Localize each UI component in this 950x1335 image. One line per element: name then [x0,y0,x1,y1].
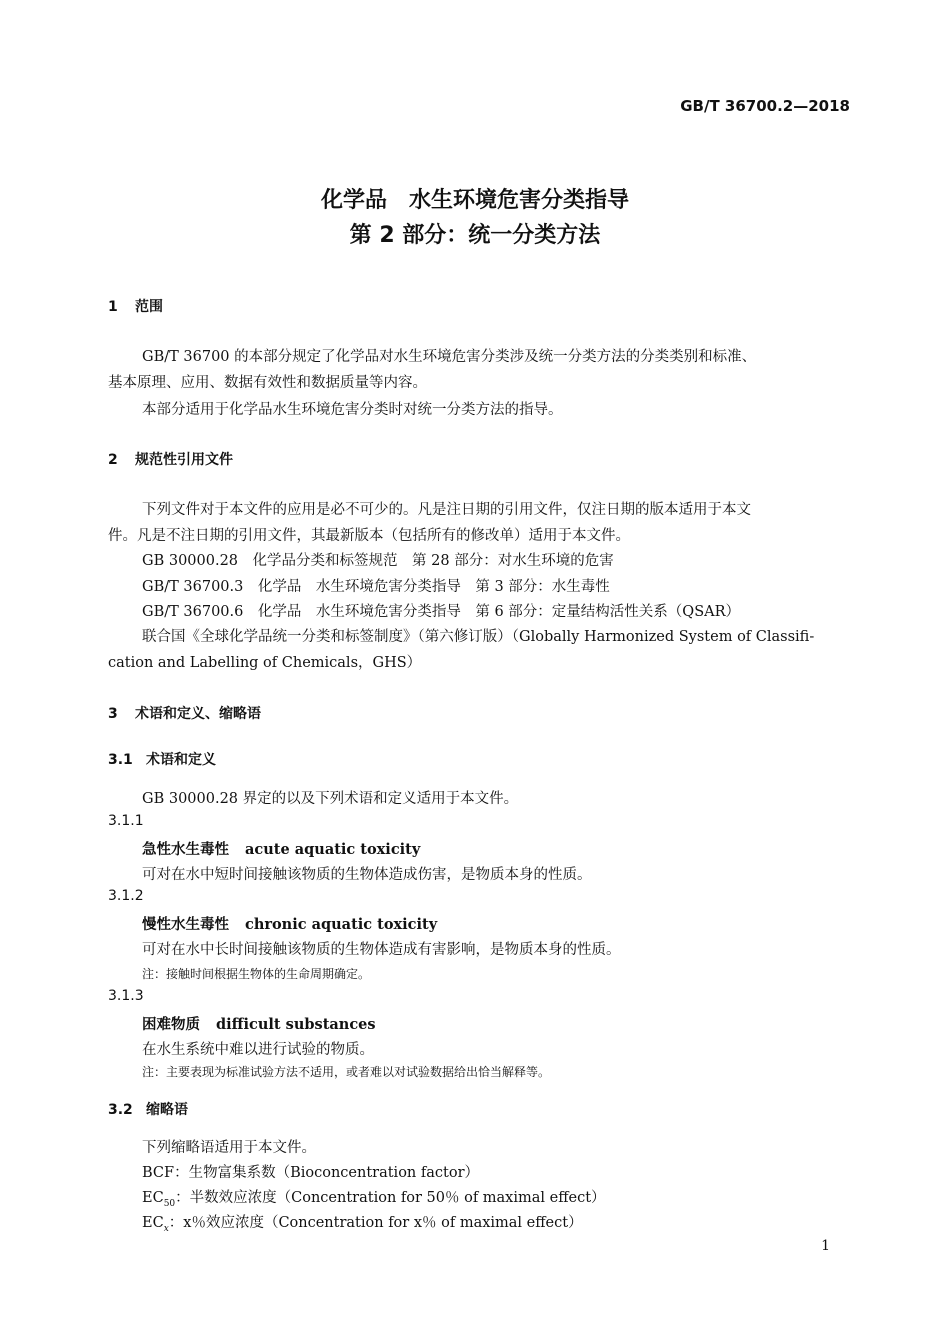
abbreviation-ecx [142,1211,583,1234]
abbr-prefix: EC [142,1215,164,1231]
abbr-subscript: x [163,1223,169,1234]
sec1-paragraph: 本部分适用于化学品水生环境危害分类时对统一分类方法的指导。 [142,402,563,418]
page-title-line2: 第 2 部分：统一分类方法 [349,223,601,248]
subsection-number: 3.1 [108,752,133,768]
normative-reference: GB 30000.28 化学品分类和标签规范 第 28 部分：对水生环境的危害 [142,553,614,569]
term-note: 注：接触时间根据生物体的生命周期确定。 [142,967,371,981]
term-number: 3.1.3 [108,988,144,1004]
normative-reference: GB/T 36700.3 化学品 水生环境危害分类指导 第 3 部分：水生毒性 [142,579,610,595]
section-number: 1 [108,299,118,315]
section-title: 术语和定义、缩略语 [135,706,261,722]
page-number: 1 [821,1238,830,1254]
abbr-definition: ：半数效应浓度（Concentration for 50％ of maximal effect） [175,1190,606,1206]
page-title-line1: 化学品 水生环境危害分类指导 [320,188,629,213]
sec2-paragraph-line: 件。凡是不注日期的引用文件，其最新版本（包括所有的修改单）适用于本文件。 [108,528,630,544]
term-entry [142,1013,376,1034]
sec1-paragraph-line: 基本原理、应用、数据有效性和数据质量等内容。 [108,375,427,391]
normative-reference: GB/T 36700.6 化学品 水生环境危害分类指导 第 6 部分：定量结构活性关系（QSAR） [142,604,741,620]
subsection-3-1-heading [108,749,216,769]
section-number: 2 [108,452,118,468]
term-en: chronic aquatic toxicity [245,916,438,933]
abbreviations-intro: 下列缩略语适用于本文件。 [142,1140,316,1156]
normative-reference-cont: cation and Labelling of Chemicals，GHS） [108,655,422,671]
term-zh: 慢性水生毒性 [142,917,229,933]
subsection-title: 术语和定义 [146,752,216,768]
subsection-3-2-heading [108,1099,188,1119]
term-number: 3.1.1 [108,813,144,829]
term-definition: 可对在水中长时间接触该物质的生物体造成有害影响，是物质本身的性质。 [142,942,621,958]
section-2-heading [108,449,233,469]
abbr-subscript: 50 [163,1198,176,1209]
standard-code: GB/T 36700.2—2018 [680,97,850,115]
term-zh: 急性水生毒性 [142,842,229,858]
section-1-heading [108,296,163,316]
term-definition: 在水生系统中难以进行试验的物质。 [142,1042,374,1058]
section-number: 3 [108,706,118,722]
terms-intro: GB 30000.28 界定的以及下列术语和定义适用于本文件。 [142,791,519,807]
abbreviation-ec50 [142,1186,606,1209]
term-definition: 可对在水中短时间接触该物质的生物体造成伤害，是物质本身的性质。 [142,867,592,883]
term-en: difficult substances [216,1016,376,1033]
term-zh: 困难物质 [142,1017,200,1033]
sec1-paragraph-line: GB/T 36700 的本部分规定了化学品对水生环境危害分类涉及统一分类方法的分类类别和标准、 [142,349,757,365]
subsection-title: 缩略语 [146,1102,188,1118]
term-entry [142,838,420,859]
abbreviation-bcf: BCF：生物富集系数（Bioconcentration factor） [142,1165,479,1181]
term-entry [142,913,437,934]
term-note: 注：主要表现为标准试验方法不适用，或者难以对试验数据给出恰当解释等。 [142,1065,551,1079]
abbr-prefix: EC [142,1190,164,1206]
sec2-paragraph-line: 下列文件对于本文件的应用是必不可少的。凡是注日期的引用文件，仅注日期的版本适用于本文 [142,502,751,518]
section-title: 规范性引用文件 [135,452,233,468]
term-en: acute aquatic toxicity [245,841,421,858]
subsection-number: 3.2 [108,1102,133,1118]
abbr-definition: ：x％效应浓度（Concentration for x％ of maximal effect） [168,1215,583,1231]
section-3-heading [108,703,261,723]
term-number: 3.1.2 [108,888,144,904]
section-title: 范围 [135,299,163,315]
normative-reference: 联合国《全球化学品统一分类和标签制度》（第六修订版）（Globally Harmonized System of Classifi- [142,629,815,645]
